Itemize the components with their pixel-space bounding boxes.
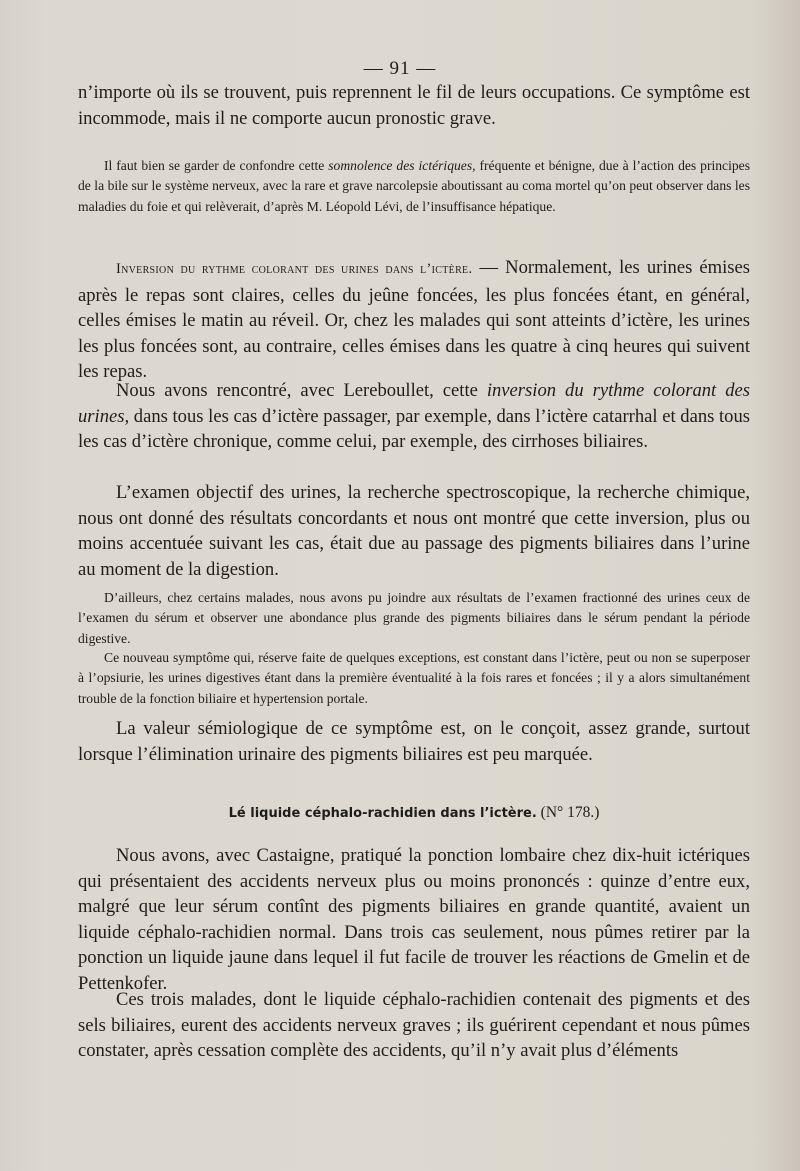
note-opsiurie: Ce nouveau symptôme qui, réserve faite de quelques exceptions, est constant dans l’ictère, peut ou non se superposer à l’opsiurie, les urines digestives étant dans la première éventualité à la fois rares et foncées ; il y a alors simultanément trouble de la fonction biliaire et hypertension portale. bbox=[78, 650, 750, 706]
section-inversion bbox=[78, 255, 750, 385]
paragraph-continuation: n’importe où ils se trouvent, puis reprennent le fil de leurs occupations. Ce symptôme est incommode, mais il ne comporte aucun pronostic grave. bbox=[78, 82, 750, 129]
section-heading-ref: (N° 178.) bbox=[540, 804, 600, 821]
note-somnolence-text-start: Il faut bien se garder de confondre cette bbox=[104, 158, 329, 173]
paragraph-lereboullet bbox=[78, 378, 750, 455]
paragraph-trois-malades: Ces trois malades, dont le liquide céphalo-rachidien contenait des pigments et des sels biliaires, eurent des accidents nerveux graves ; ils guérirent cependant et nous pûmes constater, après cessation complète des accidents, qu’il n’y avait plus d’éléments bbox=[78, 989, 750, 1062]
note-somnolence-text-end: fréquente et bénigne, due à l’action des principes de la bile sur le système nerveux, avec la rare et grave narcolepsie aboutissant au coma mortel qu’on peut observer dans les maladies du foie et qui relèverait, d’après M. Léopold Lévi, de l’insuffisance hépatique. bbox=[78, 158, 750, 214]
paragraph-valeur: La valeur sémiologique de ce symptôme est, on le conçoit, assez grande, surtout lorsque l’élimination urinaire des pigments biliaires est peu marquée. bbox=[78, 718, 750, 765]
paragraph-lereboullet-start: Nous avons rencontré, avec Lereboullet, cette bbox=[116, 380, 487, 401]
note-serum: D’ailleurs, chez certains malades, nous avons pu joindre aux résultats de l’examen fractionné des urines ceux de l’examen du sérum et observer une abondance plus grande des pigments biliaires dans le sérum pendant la période digestive. bbox=[78, 590, 750, 646]
section-heading bbox=[78, 802, 750, 825]
note-somnolence bbox=[78, 156, 750, 217]
note-somnolence-italic: somnolence des ictériques, bbox=[328, 158, 476, 173]
paragraph-lereboullet-italic: inversion du rythme colorant des urines, bbox=[78, 380, 750, 427]
section-heading-title: Lé liquide céphalo-rachidien dans l’ictère. bbox=[228, 806, 537, 821]
paragraph-lereboullet-end: dans tous les cas d’ictère passager, par exemple, dans l’ictère catarrhal et dans tous les cas d’ictère chronique, comme celui, par exemple, des cirrhoses biliaires. bbox=[78, 405, 750, 453]
paragraph-castaigne: Nous avons, avec Castaigne, pratiqué la ponction lombaire chez dix-huit ictériques qui présentaient des accidents nerveux plus ou moins prononcés : quinze d’entre eux, malgré que leur sérum contînt des pigments biliaires en grande quantité, avaient un liquide céphalo-rachidien normal. Dans trois cas seulement, nous pûmes retirer par la ponction un liquide jaune dans lequel il fut facile de trouver les réactions de Gmelin et de Pettenkofer. bbox=[78, 845, 750, 994]
page-number: — 91 — bbox=[363, 58, 437, 79]
section-inversion-title: Inversion du rythme colorant des urines dans l’ictère. bbox=[116, 261, 473, 277]
section-inversion-text: — Normalement, les urines émises après le repas sont claires, celles du jeûne foncées, les plus foncées étant, en général, celles émises le matin au réveil. Or, chez les malades qui sont atteints d’ictère, les urines les plus foncées sont, au contraire, celles émises dans les quatre à cinq heures qui suivent les repas. bbox=[78, 257, 750, 383]
paragraph-examen: L’examen objectif des urines, la recherche spectroscopique, la recherche chimique, nous ont donné des résultats concordants et nous ont montré que cette inversion, plus ou moins accentuée suivant les cas, était due au passage des pigments biliaires dans l’urine au moment de la digestion. bbox=[78, 482, 750, 580]
